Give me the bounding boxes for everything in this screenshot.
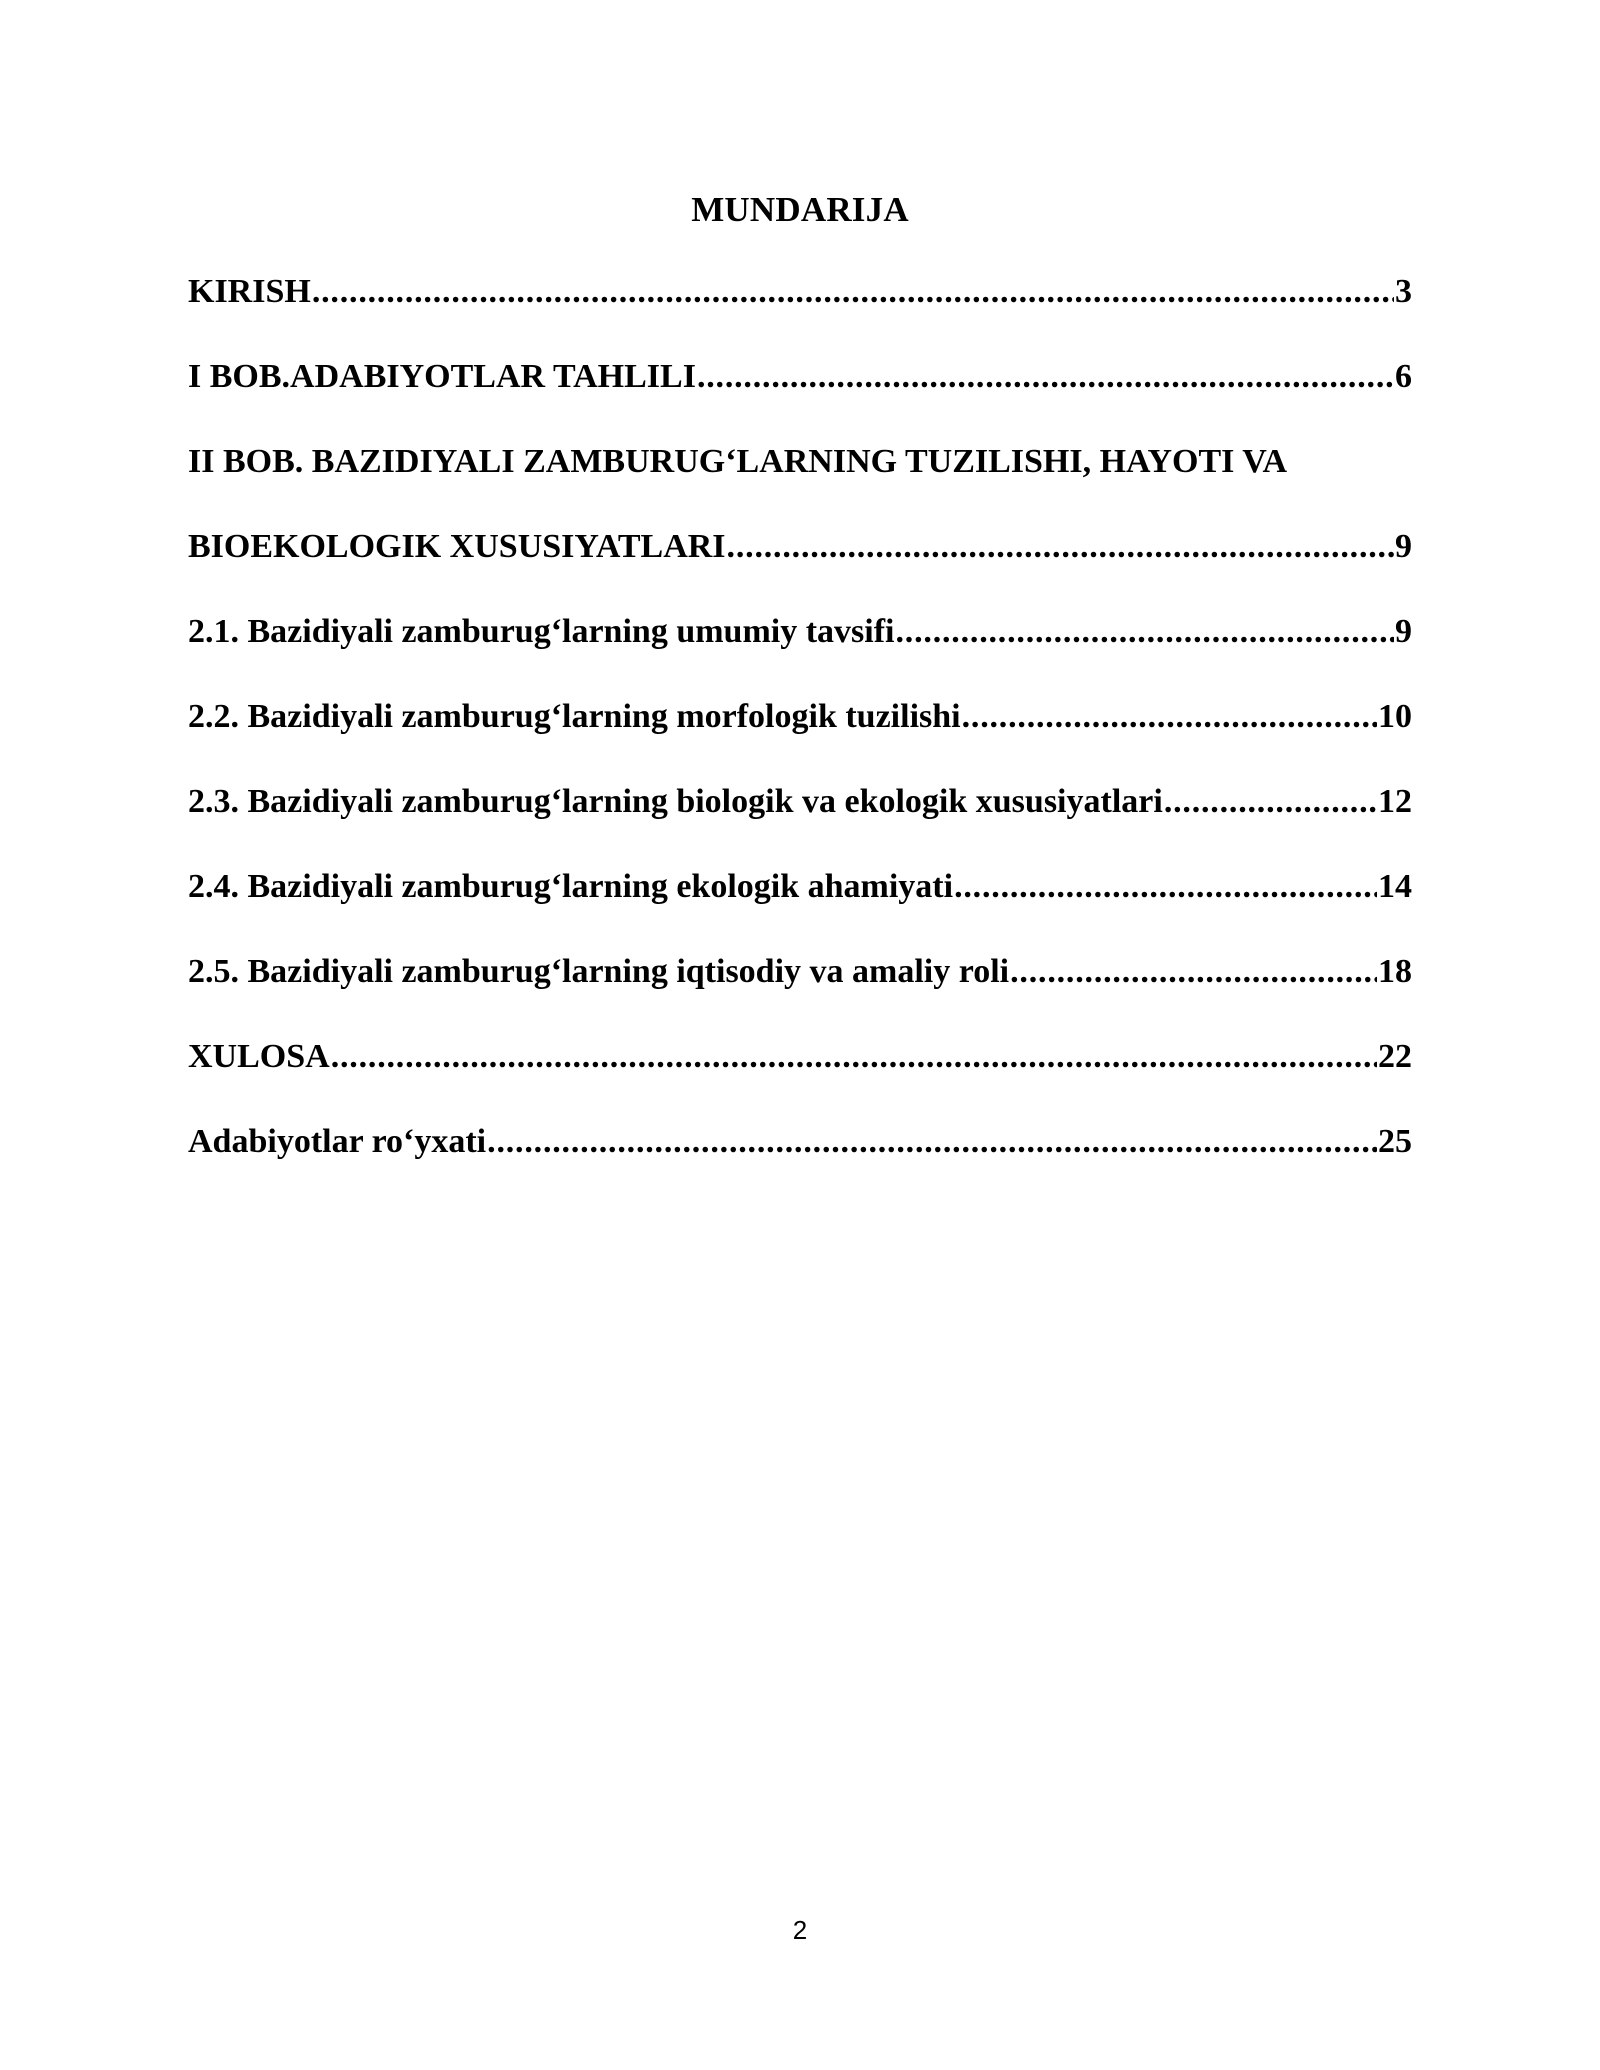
- toc-title: MUNDARIJA: [691, 190, 909, 229]
- toc-entry-chapter-1[interactable]: [188, 355, 1412, 440]
- toc-entry-page: 3: [1395, 273, 1412, 310]
- toc-entry-text: XULOSA: [188, 1038, 330, 1075]
- toc-entry-page: 9: [1395, 613, 1412, 650]
- toc-leader-dots: [331, 1035, 1377, 1079]
- toc-leader-dots: [962, 695, 1377, 739]
- toc-entry-kirish[interactable]: [188, 270, 1412, 355]
- toc-entry-text: 2.2. Bazidiyali zamburug‘larning morfologik tuzilishi: [188, 698, 961, 735]
- toc-entry-page: 10: [1378, 698, 1412, 735]
- toc-entry-section-2-3[interactable]: [188, 780, 1412, 865]
- toc-entry-chapter-2-heading[interactable]: II BOB. BAZIDIYALI ZAMBURUG‘LARNING TUZILISHI, HAYOTI VA: [188, 443, 1288, 480]
- toc-entry-chapter-2[interactable]: [188, 525, 1412, 610]
- toc-entry-text: KIRISH: [188, 273, 311, 310]
- toc-leader-dots: [1164, 780, 1377, 824]
- toc-entry-text: 2.3. Bazidiyali zamburug‘larning biologik va ekologik xususiyatlari: [188, 783, 1163, 820]
- toc-entry-page: 12: [1378, 783, 1412, 820]
- toc-entry-page: 18: [1378, 953, 1412, 990]
- table-of-contents: [188, 270, 1412, 1205]
- toc-entry-text: I BOB.ADABIYOTLAR TAHLILI: [188, 358, 696, 395]
- toc-entry-text: BIOEKOLOGIK XUSUSIYATLARI: [188, 528, 726, 565]
- toc-leader-dots: [312, 270, 1394, 314]
- toc-entry-page: 25: [1378, 1123, 1412, 1160]
- toc-entry-section-2-5[interactable]: [188, 950, 1412, 1035]
- toc-leader-dots: [1010, 950, 1377, 994]
- toc-entry-text: Adabiyotlar ro‘yxati: [188, 1123, 487, 1160]
- toc-entry-references[interactable]: [188, 1120, 1412, 1205]
- toc-leader-dots: [487, 1120, 1377, 1164]
- toc-entry-xulosa[interactable]: [188, 1035, 1412, 1120]
- toc-entry-page: 9: [1395, 528, 1412, 565]
- toc-entry-text: 2.1. Bazidiyali zamburug‘larning umumiy tavsifi: [188, 613, 895, 650]
- toc-leader-dots: [954, 865, 1377, 909]
- toc-entry-section-2-4[interactable]: [188, 865, 1412, 950]
- toc-entry-text: 2.5. Bazidiyali zamburug‘larning iqtisodiy va amaliy roli: [188, 953, 1010, 990]
- toc-entry-section-2-1[interactable]: [188, 610, 1412, 695]
- toc-entry-page: 6: [1395, 358, 1412, 395]
- toc-leader-dots: [697, 355, 1394, 399]
- toc-leader-dots: [727, 525, 1394, 569]
- toc-entry-page: 22: [1378, 1038, 1412, 1075]
- toc-entry-section-2-2[interactable]: [188, 695, 1412, 780]
- page-number: 2: [792, 1915, 808, 1945]
- toc-leader-dots: [896, 610, 1395, 654]
- toc-entry-page: 14: [1378, 868, 1412, 905]
- toc-entry-text: 2.4. Bazidiyali zamburug‘larning ekologik ahamiyati: [188, 868, 954, 905]
